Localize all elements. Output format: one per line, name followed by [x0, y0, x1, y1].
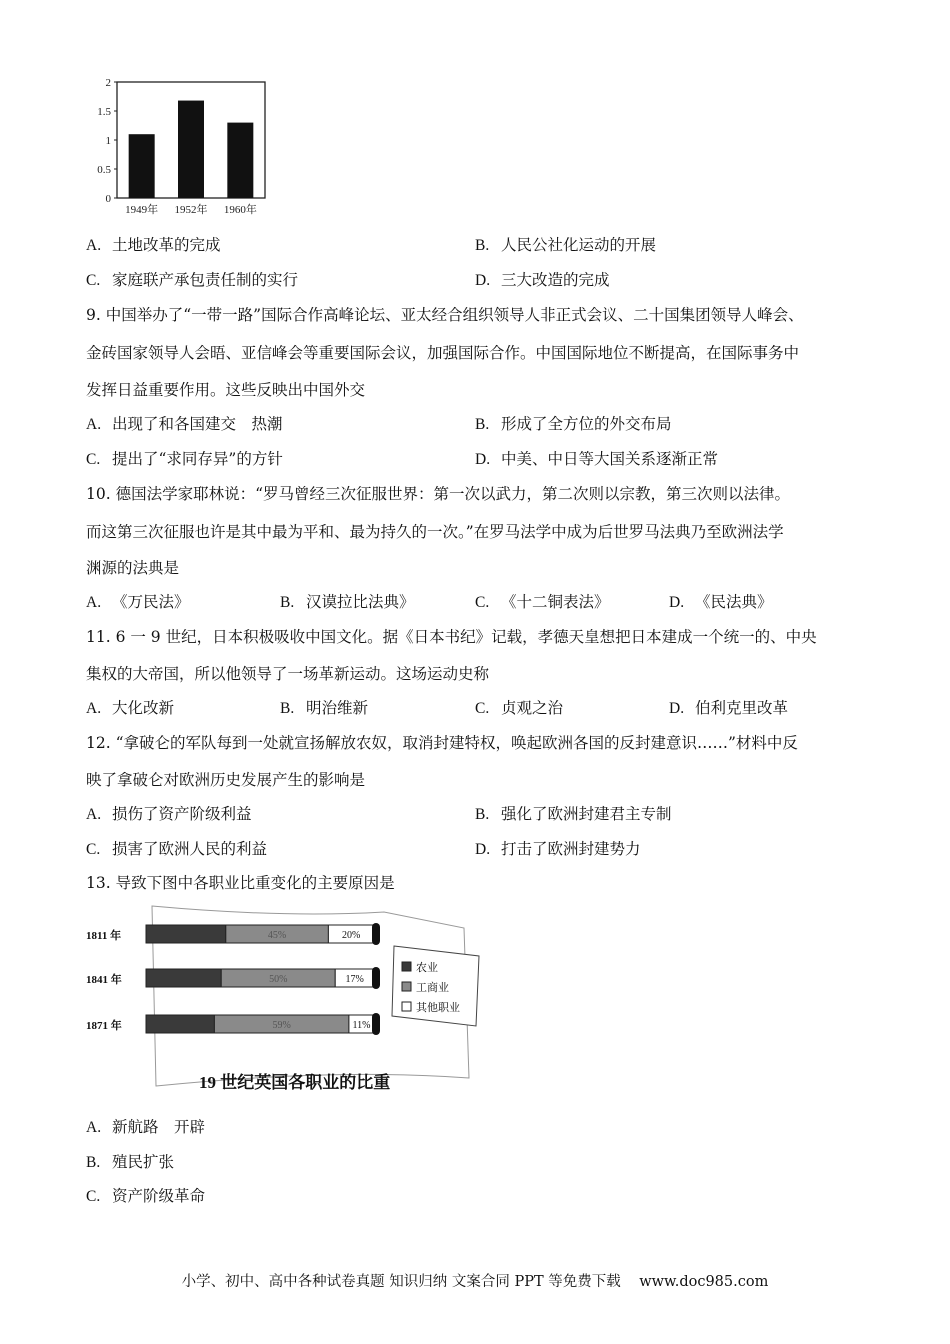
- option-text: 明治维新: [306, 699, 369, 717]
- option-text: 损害了欧洲人民的利益: [112, 840, 268, 858]
- footer-url[interactable]: www.doc985.com: [639, 1274, 769, 1290]
- q13-option-a[interactable]: [86, 1117, 205, 1138]
- option-key: B.: [475, 237, 490, 254]
- option-text: 打击了欧洲封建势力: [501, 840, 641, 858]
- option-key: A.: [86, 1119, 102, 1136]
- option-key: D.: [669, 594, 685, 611]
- segment-label: 45%: [267, 930, 287, 941]
- q13-option-b[interactable]: [86, 1152, 174, 1173]
- bar: [178, 101, 204, 198]
- option-text: 《万民法》: [112, 593, 190, 611]
- option-key: C.: [475, 594, 490, 611]
- row-label: 1811 年: [86, 930, 122, 942]
- option-text: 大化改新: [112, 699, 175, 717]
- option-text: 贞观之治: [501, 699, 564, 717]
- option-key: D.: [475, 841, 491, 858]
- option-text: 资产阶级革命: [112, 1187, 206, 1205]
- y-tick-label: 0: [105, 193, 111, 205]
- q11-option-b[interactable]: [280, 698, 368, 719]
- page-footer: [0, 1270, 950, 1291]
- segment-agriculture: [146, 925, 226, 943]
- option-key: C.: [86, 841, 101, 858]
- q10-option-d[interactable]: [669, 592, 773, 613]
- q12-option-b[interactable]: [475, 804, 672, 825]
- bar-end-cap: [372, 923, 380, 945]
- option-key: B.: [86, 1154, 101, 1171]
- option-text: 出现了和各国建交 热潮: [112, 415, 283, 433]
- option-key: B.: [475, 806, 490, 823]
- option-key: A.: [86, 416, 102, 433]
- option-key: C.: [86, 451, 101, 468]
- q13-option-c[interactable]: [86, 1186, 205, 1207]
- q10-option-c[interactable]: [475, 592, 610, 613]
- q12-stem-line-2: 映了拿破仑对欧洲历史发展产生的影响是: [86, 771, 366, 789]
- segment-agriculture: [146, 969, 221, 987]
- option-text: 家庭联产承包责任制的实行: [112, 271, 299, 289]
- q11-stem-line-1: 11. 6 一 9 世纪，日本积极吸收中国文化。据《日本书纪》记载，孝德天皇想把日本建成一个统一的、中央: [86, 628, 817, 646]
- q10-stem-line-2: 而这第三次征服也许是其中最为平和、最为持久的一次。”在罗马法学中成为后世罗马法典乃至欧洲法学: [86, 523, 784, 541]
- q10-option-a[interactable]: [86, 592, 190, 613]
- q8-option-a[interactable]: [86, 235, 221, 256]
- q11-stem-line-2: 集权的大帝国，所以他领导了一场革新运动。这场运动史称: [86, 665, 490, 683]
- y-tick-label: 1.5: [97, 106, 111, 118]
- option-key: A.: [86, 700, 102, 717]
- bar-end-cap: [372, 967, 380, 989]
- y-tick-label: 1: [105, 135, 111, 147]
- footer-text: 小学、初中、高中各种试卷真题 知识归纳 文案合同 PPT 等免费下载: [181, 1274, 621, 1290]
- q12-stem-line-1: 12. “拿破仑的军队每到一处就宣扬解放农奴，取消封建特权，唤起欧洲各国的反封建意识……”材料中反: [86, 734, 798, 752]
- q8-option-d[interactable]: [475, 270, 610, 291]
- option-key: C.: [86, 1188, 101, 1205]
- q8-option-b[interactable]: [475, 235, 656, 256]
- option-key: B.: [280, 594, 295, 611]
- q11-option-c[interactable]: [475, 698, 563, 719]
- option-text: 中美、中日等大国关系逐渐正常: [501, 450, 719, 468]
- q10-stem-line-3: 渊源的法典是: [86, 559, 180, 577]
- legend-swatch: [402, 962, 411, 971]
- legend-label: 其他职业: [416, 1002, 460, 1014]
- x-tick-label: 1952年: [174, 204, 208, 216]
- q9-stem-line-1: 9. 中国举办了“一带一路”国际合作高峰论坛、亚太经合组织领导人非正式会议、二十国集团领导人峰会、: [86, 306, 804, 324]
- option-key: B.: [475, 416, 490, 433]
- segment-label: 11%: [352, 1020, 371, 1031]
- q9-option-c[interactable]: [86, 449, 283, 470]
- option-text: 提出了“求同存异”的方针: [112, 450, 283, 468]
- q10-option-b[interactable]: [280, 592, 415, 613]
- bar: [129, 134, 155, 198]
- bar-end-cap: [372, 1013, 380, 1035]
- option-key: D.: [475, 272, 491, 289]
- option-text: 强化了欧洲封建君主专制: [501, 805, 672, 823]
- q9-stem-line-2: 金砖国家领导人会晤、亚信峰会等重要国际会议，加强国际合作。中国国际地位不断提高，在国际事务中: [86, 344, 800, 362]
- option-text: 人民公社化运动的开展: [501, 236, 657, 254]
- q12-option-a[interactable]: [86, 804, 252, 825]
- q13-stem: 13. 导致下图中各职业比重变化的主要原因是: [86, 874, 395, 892]
- segment-agriculture: [146, 1015, 214, 1033]
- option-key: D.: [475, 451, 491, 468]
- legend-swatch: [402, 1002, 411, 1011]
- x-tick-label: 1960年: [223, 204, 257, 216]
- row-label: 1871 年: [86, 1020, 122, 1032]
- y-tick-label: 2: [105, 77, 111, 89]
- legend-swatch: [402, 982, 411, 991]
- occupation-chart: [84, 898, 494, 1103]
- row-label: 1841 年: [86, 974, 122, 986]
- q9-option-d[interactable]: [475, 449, 718, 470]
- q9-stem-line-3: 发挥日益重要作用。这些反映出中国外交: [86, 381, 366, 399]
- segment-label: 50%: [269, 974, 288, 985]
- x-tick-label: 1949年: [125, 204, 159, 216]
- option-key: C.: [475, 700, 490, 717]
- option-key: C.: [86, 272, 101, 289]
- bar-chart-1949-1960: [95, 72, 295, 222]
- q12-option-d[interactable]: [475, 839, 641, 860]
- option-text: 土地改革的完成: [112, 236, 221, 254]
- q12-option-c[interactable]: [86, 839, 267, 860]
- option-text: 损伤了资产阶级利益: [112, 805, 252, 823]
- segment-label: 17%: [345, 974, 364, 985]
- q9-option-b[interactable]: [475, 414, 672, 435]
- q8-option-c[interactable]: [86, 270, 298, 291]
- y-tick-label: 0.5: [97, 164, 111, 176]
- option-key: A.: [86, 237, 102, 254]
- option-text: 《民法典》: [695, 593, 773, 611]
- chart-title: 19 世纪英国各职业的比重: [199, 1073, 391, 1092]
- option-text: 《十二铜表法》: [501, 593, 610, 611]
- legend-label: 工商业: [416, 982, 449, 994]
- legend-label: 农业: [416, 962, 438, 974]
- option-key: D.: [669, 700, 685, 717]
- q11-option-d[interactable]: [669, 698, 788, 719]
- option-key: A.: [86, 806, 102, 823]
- q9-option-a[interactable]: [86, 414, 283, 435]
- option-text: 新航路 开辟: [112, 1118, 206, 1136]
- option-key: B.: [280, 700, 295, 717]
- bar: [227, 123, 253, 198]
- option-text: 伯利克里改革: [695, 699, 789, 717]
- segment-label: 20%: [342, 930, 361, 941]
- option-text: 三大改造的完成: [501, 271, 610, 289]
- q11-option-a[interactable]: [86, 698, 174, 719]
- option-key: A.: [86, 594, 102, 611]
- option-text: 形成了全方位的外交布局: [501, 415, 672, 433]
- q10-stem-line-1: 10. 德国法学家耶林说：“罗马曾经三次征服世界：第一次以武力，第二次则以宗教，第三次则以法律。: [86, 485, 791, 503]
- segment-label: 59%: [272, 1020, 291, 1031]
- option-text: 殖民扩张: [112, 1153, 175, 1171]
- option-text: 汉谟拉比法典》: [306, 593, 415, 611]
